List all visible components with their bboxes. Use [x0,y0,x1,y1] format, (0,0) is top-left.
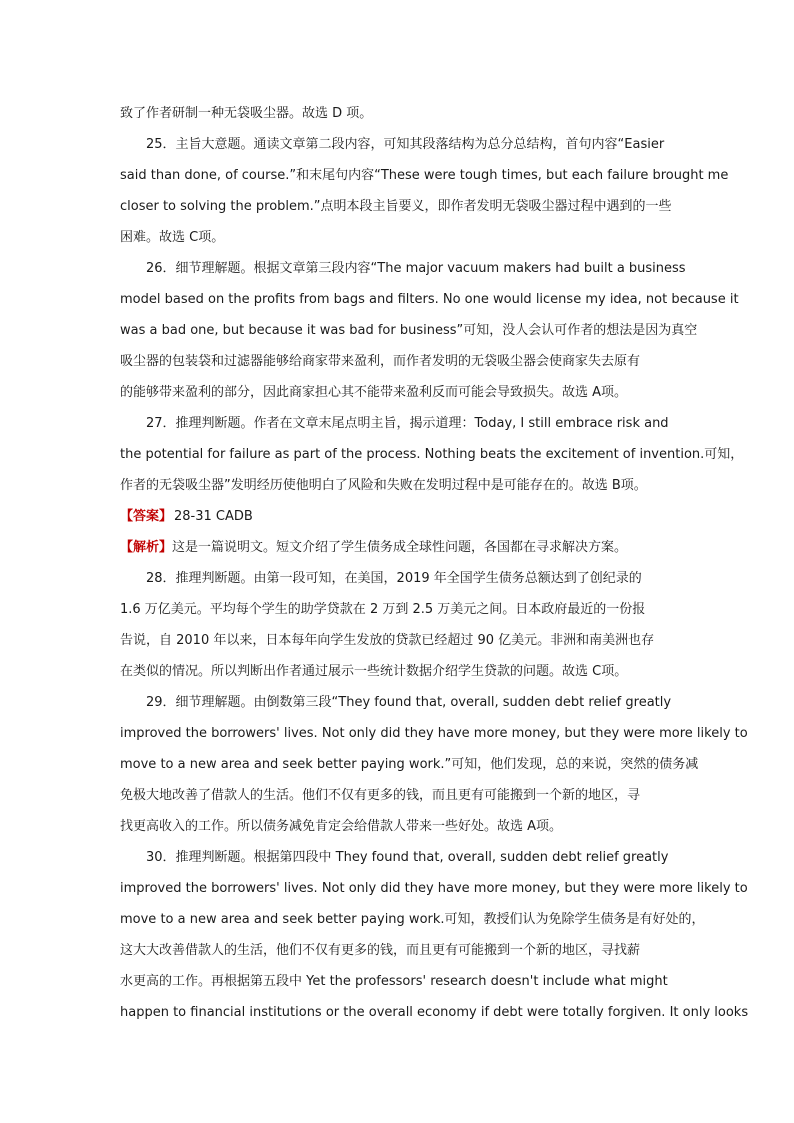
text-line: said than done, of course.”和末尾句内容“These were tough times, but each failure brought me [120,168,729,183]
text-line: move to a new area and seek better paying work.”可知，他们发现，总的来说，突然的债务减 [120,757,699,772]
text-line: 作者的无袋吸尘器”发明经历使他明白了风险和失败在发明过程中是可能存在的。故选 B项。 [120,478,647,493]
text-line: 30．推理判断题。根据第四段中 They found that, overall, sudden debt relief greatly [146,850,669,865]
document-body [120,98,749,1028]
text-line: 29．细节理解题。由倒数第三段“They found that, overall, sudden debt relief greatly [146,695,672,710]
text-line: 的能够带来盈利的部分，因此商家担心其不能带来盈利反而可能会导致损失。故选 A项。 [120,385,628,400]
text-line: model based on the profits from bags and filters. No one would license my idea, not because it [120,292,739,307]
text-line: 水更高的工作。再根据第五段中 Yet the professors' research doesn't include what might [120,974,668,989]
text-line: was a bad one, but because it was bad for business”可知，没人会认可作者的想法是因为真空 [120,323,698,338]
text-line: 困难。故选 C项。 [120,230,225,245]
text-line: 找更高收入的工作。所以债务减免肯定会给借款人带来一些好处。故选 A项。 [120,819,563,834]
analysis-value: 这是一篇说明文。短文介绍了学生债务成全球性问题，各国都在寻求解决方案。 [172,540,628,555]
text-line: the potential for failure as part of the process. Nothing beats the excitement of invention.可知， [120,447,744,462]
text-line: 26．细节理解题。根据文章第三段内容“The major vacuum makers had built a business [146,261,686,276]
text-line: happen to financial institutions or the overall economy if debt were totally forgiven. It only looks [120,1005,749,1020]
text-line: 这大大改善借款人的生活，他们不仅有更多的钱，而且更有可能搬到一个新的地区，寻找薪 [120,943,641,958]
text-line: 1.6 万亿美元。平均每个学生的助学贷款在 2 万到 2.5 万美元之间。日本政府最近的一份报 [120,602,646,617]
analysis-line [120,532,676,563]
text-line: 25．主旨大意题。通读文章第二段内容，可知其段落结构为总分总结构，首句内容“Easier [146,137,665,152]
text-line: 28．推理判断题。由第一段可知，在美国，2019 年全国学生债务总额达到了创纪录的 [146,571,642,586]
text-line: closer to solving the problem.”点明本段主旨要义，即作者发明无袋吸尘器过程中遇到的一些 [120,199,672,214]
text-line: 免极大地改善了借款人的生活。他们不仅有更多的钱，而且更有可能搬到一个新的地区，寻 [120,788,641,803]
text-line: improved the borrowers' lives. Not only did they have more money, but they were more likely to [120,726,748,741]
answer-label: 【答案】 [120,509,173,524]
text-line: 吸尘器的包装袋和过滤器能够给商家带来盈利，而作者发明的无袋吸尘器会使商家失去原有 [120,354,641,369]
text-line: improved the borrowers' lives. Not only did they have more money, but they were more likely to [120,881,748,896]
text-line: move to a new area and seek better paying work.可知，教授们认为免除学生债务是有好处的， [120,912,705,927]
answer-value: 28-31 CADB [174,509,253,524]
text-line: 27．推理判断题。作者在文章末尾点明主旨，揭示道理：Today, I still embrace risk and [146,416,669,431]
answer-line [120,501,676,532]
text-line: 告说，自 2010 年以来，日本每年向学生发放的贷款已经超过 90 亿美元。非洲和南美洲也存 [120,633,655,648]
analysis-label: 【解析】 [120,540,173,555]
text-line: 在类似的情况。所以判断出作者通过展示一些统计数据介绍学生贷款的问题。故选 C项。 [120,664,628,679]
text-line: 致了作者研制一种无袋吸尘器。故选 D 项。 [120,106,373,121]
